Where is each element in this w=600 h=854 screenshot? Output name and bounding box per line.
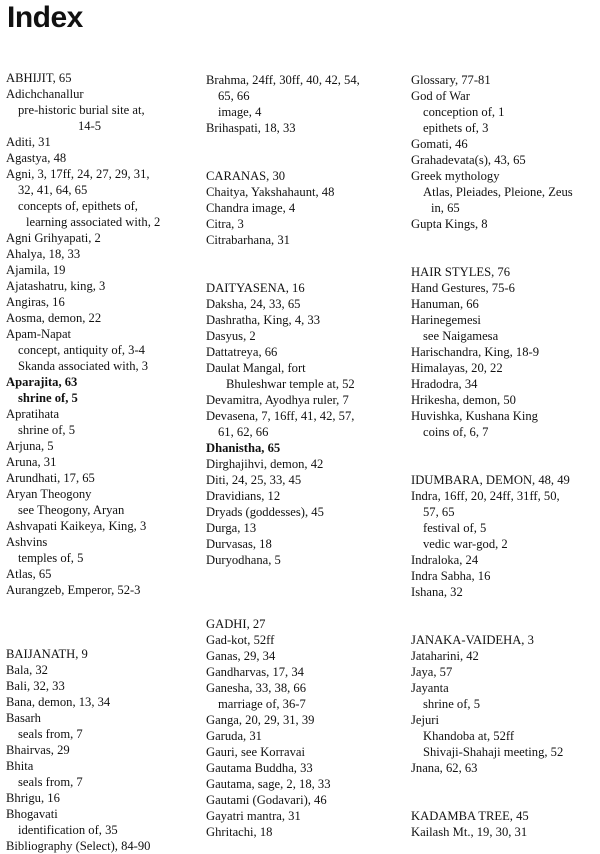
index-entry: Ishana, 32 (411, 585, 463, 599)
index-section-heading: HAIR STYLES, 76 (411, 265, 511, 279)
index-entry: Ashvapati Kaikeya, King, 3 (6, 519, 147, 533)
index-entry: ABHIJIT, 65 (6, 71, 72, 85)
index-entry: Bana, demon, 13, 34 (6, 695, 111, 709)
index-entry: Aryan Theogony (6, 487, 92, 501)
index-entry: Bhogavati (6, 807, 58, 821)
index-entry: Hand Gestures, 75-6 (411, 281, 515, 295)
index-cross-reference: see Theogony, Aryan (18, 503, 125, 517)
index-entry: Agni Grihyapati, 2 (6, 231, 101, 245)
index-entry: Garuda, 31 (206, 729, 262, 743)
index-entry: Dattatreya, 66 (206, 345, 278, 359)
index-subentry: Khandoba at, 52ff (423, 729, 515, 743)
index-entry: Jejuri (411, 713, 439, 727)
index-continuation: 57, 65 (423, 505, 455, 519)
index-entry: Ghritachi, 18 (206, 825, 273, 839)
index-entry: Daksha, 24, 33, 65 (206, 297, 301, 311)
index-entry: God of War (411, 89, 470, 103)
index-entry: Chaitya, Yakshahaunt, 48 (206, 185, 335, 199)
index-entry: Hrikesha, demon, 50 (411, 393, 516, 407)
index-entry: Ajamila, 19 (6, 263, 66, 277)
index-column-2 (206, 72, 392, 840)
index-entry: Daulat Mangal, fort (206, 361, 306, 375)
index-subentry: shrine of, 5 (423, 697, 481, 711)
index-entry: Brahma, 24ff, 30ff, 40, 42, 54, (206, 73, 360, 87)
index-entry: Angiras, 16 (6, 295, 65, 309)
index-subentry: Shivaji-Shahaji meeting, 52 (423, 745, 564, 759)
index-subentry: Atlas, Pleiades, Pleione, Zeus (423, 185, 573, 199)
index-entry: Ajatashatru, king, 3 (6, 279, 106, 293)
index-subentry: shrine of, 5 (18, 423, 76, 437)
index-entry: Gupta Kings, 8 (411, 217, 488, 231)
index-subentry: image, 4 (218, 105, 262, 119)
index-entry: Dhanistha, 65 (206, 441, 281, 455)
index-section-heading: IDUMBARA, DEMON, 48, 49 (411, 473, 570, 487)
index-entry: Agni, 3, 17ff, 24, 27, 29, 31, (6, 167, 150, 181)
index-subentry: coins of, 6, 7 (423, 425, 489, 439)
index-entry: Apam-Napat (6, 327, 72, 341)
index-continuation: in, 65 (431, 201, 460, 215)
index-entry: Bibliography (Select), 84-90 (6, 839, 151, 853)
index-subentry: temples of, 5 (18, 551, 84, 565)
index-entry: Bala, 32 (6, 663, 48, 677)
index-entry: Ganas, 29, 34 (206, 649, 276, 663)
index-entry: Dryads (goddesses), 45 (206, 505, 324, 519)
index-subentry: pre-historic burial site at, (18, 103, 145, 117)
index-entry: Citrabarhana, 31 (206, 233, 290, 247)
index-subentry: conception of, 1 (423, 105, 505, 119)
index-entry: Ganga, 20, 29, 31, 39 (206, 713, 315, 727)
index-entry: Adichchanallur (6, 87, 84, 101)
index-entry: Gautama Buddha, 33 (206, 761, 313, 775)
index-entry: Ashvins (6, 535, 48, 549)
index-entry: Gautami (Godavari), 46 (206, 793, 327, 807)
index-subentry: epithets of, 3 (423, 121, 489, 135)
index-column-1 (6, 70, 194, 854)
index-entry: Citra, 3 (206, 217, 244, 231)
page-title: Index (7, 1, 83, 34)
index-entry: Indra, 16ff, 20, 24ff, 31ff, 50, (411, 489, 560, 503)
index-subentry: Skanda associated with, 3 (18, 359, 149, 373)
index-entry: Bhairvas, 29 (6, 743, 70, 757)
index-entry: Gad-kot, 52ff (206, 633, 275, 647)
index-section-heading: JANAKA-VAIDEHA, 3 (411, 633, 534, 647)
index-entry: Basarh (6, 711, 41, 725)
index-continuation: 14-5 (78, 119, 102, 133)
index-entry: Gayatri mantra, 31 (206, 809, 301, 823)
index-subentry: festival of, 5 (423, 521, 487, 535)
index-entry: Harischandra, King, 18-9 (411, 345, 539, 359)
index-entry: Gauri, see Korravai (206, 745, 305, 759)
index-section-heading: DAITYASENA, 16 (206, 281, 305, 295)
index-entry: Dirghajihvi, demon, 42 (206, 457, 324, 471)
index-entry: Durvasas, 18 (206, 537, 272, 551)
index-entry: Chandra image, 4 (206, 201, 296, 215)
index-cross-reference: see Naigamesa (423, 329, 499, 343)
index-section-heading: CARANAS, 30 (206, 169, 286, 183)
index-entry: Gandharvas, 17, 34 (206, 665, 304, 679)
index-entry: Jaya, 57 (411, 665, 453, 679)
index-entry: Jayanta (411, 681, 449, 695)
index-section-heading: GADHI, 27 (206, 617, 266, 631)
index-entry: Hradodra, 34 (411, 377, 478, 391)
index-subentry: seals from, 7 (18, 775, 83, 789)
index-entry: Jnana, 62, 63 (411, 761, 478, 775)
index-entry: Gautama, sage, 2, 18, 33 (206, 777, 331, 791)
index-entry: Ahalya, 18, 33 (6, 247, 81, 261)
index-entry: Greek mythology (411, 169, 500, 183)
index-entry: Arjuna, 5 (6, 439, 54, 453)
index-entry: Dashratha, King, 4, 33 (206, 313, 321, 327)
index-entry: Agastya, 48 (6, 151, 67, 165)
index-entry: Aparajita, 63 (6, 375, 78, 389)
index-subentry: seals from, 7 (18, 727, 83, 741)
index-entry: Duryodhana, 5 (206, 553, 281, 567)
index-entry: Glossary, 77-81 (411, 73, 491, 87)
index-entry: Hanuman, 66 (411, 297, 479, 311)
index-entry: Devasena, 7, 16ff, 41, 42, 57, (206, 409, 355, 423)
index-entry: Arundhati, 17, 65 (6, 471, 95, 485)
index-entry: Aditi, 31 (6, 135, 51, 149)
index-entry: Indra Sabha, 16 (411, 569, 491, 583)
index-entry: Bhita (6, 759, 34, 773)
index-section-heading: BAIJANATH, 9 (6, 647, 88, 661)
index-entry: Devamitra, Ayodhya ruler, 7 (206, 393, 349, 407)
index-continuation: 61, 62, 66 (218, 425, 269, 439)
index-column-3 (411, 72, 599, 840)
index-entry: Dravidians, 12 (206, 489, 281, 503)
index-entry: Ganesha, 33, 38, 66 (206, 681, 307, 695)
index-subentry: marriage of, 36-7 (218, 697, 306, 711)
index-entry: Diti, 24, 25, 33, 45 (206, 473, 302, 487)
index-entry: Brihaspati, 18, 33 (206, 121, 296, 135)
index-entry: Apratihata (6, 407, 60, 421)
index-continuation: Bhuleshwar temple at, 52 (226, 377, 355, 391)
index-entry: Indraloka, 24 (411, 553, 479, 567)
index-entry: Bali, 32, 33 (6, 679, 65, 693)
index-subentry: shrine of, 5 (18, 391, 78, 405)
index-entry: Dasyus, 2 (206, 329, 256, 343)
index-continuation: 65, 66 (218, 89, 250, 103)
index-subentry: concept, antiquity of, 3-4 (18, 343, 145, 357)
index-continuation: 32, 41, 64, 65 (18, 183, 88, 197)
index-entry: Kailash Mt., 19, 30, 31 (411, 825, 528, 839)
index-entry: Jataharini, 42 (411, 649, 479, 663)
index-entry: Grahadevata(s), 43, 65 (411, 153, 526, 167)
index-section-heading: KADAMBA TREE, 45 (411, 809, 529, 823)
index-continuation: learning associated with, 2 (26, 215, 161, 229)
index-subentry: vedic war-god, 2 (423, 537, 508, 551)
index-entry: Atlas, 65 (6, 567, 52, 581)
index-entry: Huvishka, Kushana King (411, 409, 538, 423)
index-subentry: identification of, 35 (18, 823, 118, 837)
index-entry: Bhrigu, 16 (6, 791, 60, 805)
index-entry: Aruna, 31 (6, 455, 57, 469)
index-entry: Durga, 13 (206, 521, 257, 535)
index-entry: Aosma, demon, 22 (6, 311, 102, 325)
index-entry: Harinegemesi (411, 313, 481, 327)
index-entry: Gomati, 46 (411, 137, 468, 151)
index-entry: Himalayas, 20, 22 (411, 361, 503, 375)
index-entry: Aurangzeb, Emperor, 52-3 (6, 583, 141, 597)
index-subentry: concepts of, epithets of, (18, 199, 138, 213)
